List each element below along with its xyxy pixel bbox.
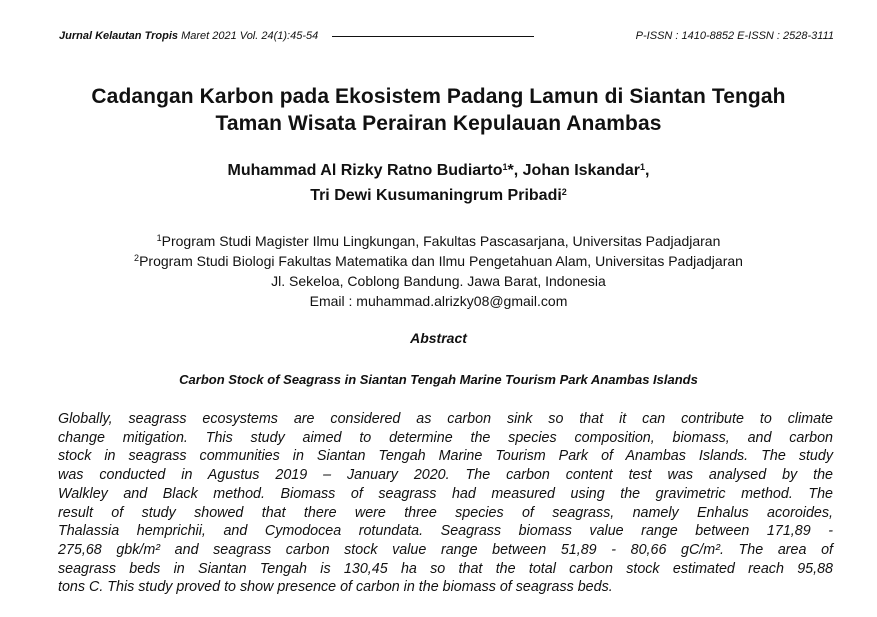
author-2-comma: , (645, 162, 650, 179)
title-line-1: Cadangan Karbon pada Ekosistem Padang Lamun di Siantan Tengah (91, 85, 786, 108)
author-list (30, 158, 847, 208)
address: Jl. Sekeloa, Coblong Bandung. Jawa Barat, Indonesia (271, 273, 606, 289)
affiliation-2-text: Program Studi Biologi Fakultas Matematika dan Ilmu Pengetahuan Alam, Universitas Padjadjaran (139, 253, 743, 269)
affiliation-1-number: 1 (156, 233, 162, 243)
abstract-line: Globally, seagrass ecosystems are considered as carbon sink so that it can contribute to climate (58, 411, 833, 427)
authors-line-2 (30, 183, 847, 208)
running-header (59, 30, 834, 46)
affiliation-2 (30, 251, 847, 271)
affiliation-1 (30, 231, 847, 251)
abstract-body (58, 410, 833, 597)
title-line-2: Taman Wisata Perairan Kepulauan Anambas (215, 112, 662, 135)
corresponding-mark: *, (507, 162, 523, 179)
affiliation-1-text: Program Studi Magister Ilmu Lingkungan, Fakultas Pascasarjana, Universitas Padjadjaran (161, 233, 721, 249)
affiliation-2-number: 2 (134, 253, 140, 263)
abstract-line: was conducted in Agustus 2019 – January 2020. The carbon content test was analysed by the (58, 467, 833, 484)
journal-issue: Maret 2021 Vol. 24(1):45-54 (181, 30, 319, 42)
affiliations (30, 231, 847, 311)
abstract-line: result of study showed that there were three species of seagrass, namely Enhalus acoroides, (58, 504, 833, 521)
abstract-line: Thalassia hemprichii, and Cymodocea rotundata. Seagrass biomass value range between 171,89 - (58, 523, 833, 540)
email: Email : muhammad.alrizky08@gmail.com (309, 293, 568, 309)
abstract-line: Walkley and Black method. Biomass of seagrass had measured using the gravimetric method. The (58, 485, 833, 502)
english-title: Carbon Stock of Seagrass in Siantan Tengah Marine Tourism Park Anambas Islands (179, 372, 698, 387)
abstract-heading: Abstract (410, 330, 467, 346)
abstract-line: stock in seagrass communities in Siantan Tengah Marine Tourism Park of Anambas Islands. The study (58, 448, 833, 465)
header-citation (59, 30, 540, 42)
author-3: Tri Dewi Kusumaningrum Pribadi (310, 187, 562, 204)
abstract-line: change mitigation. This study aimed to determine the species composition, biomass, and carbon (58, 429, 833, 446)
author-2: Johan Iskandar (522, 162, 641, 179)
journal-name: Jurnal Kelautan Tropis (59, 30, 178, 42)
author-1-affil: 1 (502, 162, 508, 172)
paper-title (30, 83, 847, 137)
authors-line-1 (30, 158, 847, 183)
journal-issn: P-ISSN : 1410-8852 E-ISSN : 2528-3111 (635, 30, 834, 42)
abstract-line: seagrass beds in Siantan Tengah is 130,45 ha so that the total carbon stock estimated reach 95,88 (58, 560, 833, 577)
author-2-affil: 1 (640, 162, 646, 172)
header-rule (332, 36, 534, 37)
abstract-line: tons C. This study proved to show presence of carbon in the biomass of seagrass beds. (58, 579, 613, 596)
abstract-line: 275,68 gbk/m² and seagrass carbon stock value range between 51,89 - 80,66 gC/m². The area of (58, 541, 833, 558)
author-3-affil: 2 (561, 187, 567, 197)
author-1: Muhammad Al Rizky Ratno Budiarto (227, 162, 503, 179)
